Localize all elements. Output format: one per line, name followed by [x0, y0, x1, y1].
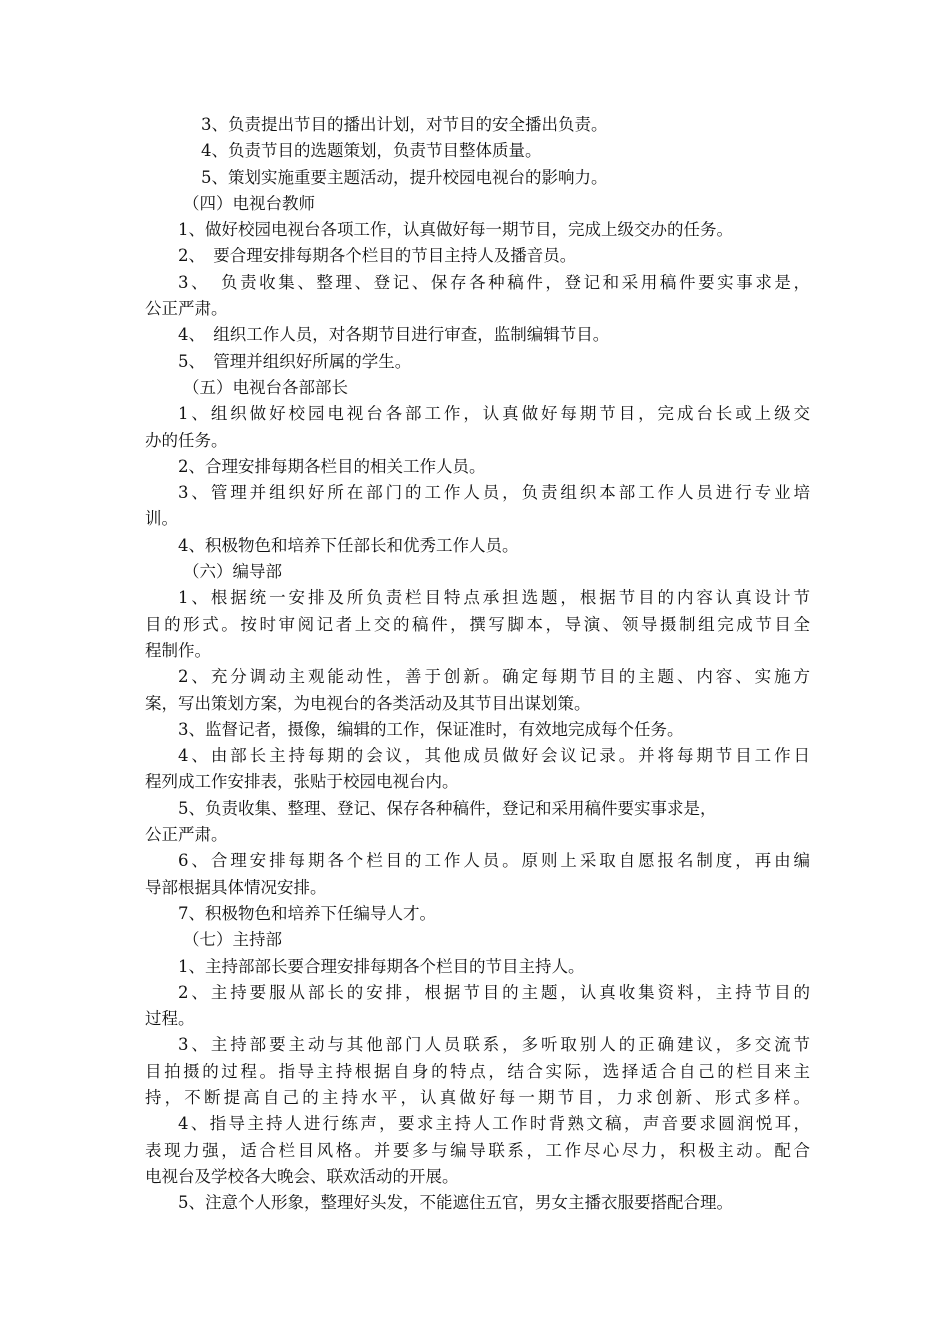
text-line: 2、合理安排每期各栏目的相关工作人员。 — [178, 456, 486, 476]
section-heading: （四）电视台教师 — [183, 193, 315, 213]
text-line: 4、积极物色和培养下任部长和优秀工作人员。 — [178, 535, 519, 555]
text-line: 3、管理并组织好所在部门的工作人员，负责组织本部工作人员进行专业培 — [178, 483, 810, 503]
text-line: 4、负责节目的选题策划，负责节目整体质量。 — [201, 141, 542, 161]
text-line: 案，写出策划方案，为电视台的各类活动及其节目出谋划策。 — [145, 693, 591, 713]
text-line: 1、做好校园电视台各项工作，认真做好每一期节目，完成上级交办的任务。 — [178, 220, 733, 240]
text-line: 电视台及学校各大晚会、联欢活动的开展。 — [145, 1166, 459, 1186]
text-line: 3、 负责收集、整理、登记、保存各种稿件，登记和采用稿件要实事求是， — [178, 272, 810, 292]
text-line: 6、合理安排每期各个栏目的工作人员。原则上采取自愿报名制度，再由编 — [178, 851, 810, 871]
text-line: 过程。 — [145, 1009, 195, 1029]
text-line: 2、主持要服从部长的安排，根据节目的主题，认真收集资料，主持节目的 — [178, 982, 810, 1002]
text-line: 1、组织做好校园电视台各部工作，认真做好每期节目，完成台长或上级交 — [178, 404, 810, 424]
text-line: 5、负责收集、整理、登记、保存各种稿件，登记和采用稿件要实事求是， — [178, 798, 717, 818]
text-line: 目拍摄的过程。指导主持根据自身的特点，结合实际，选择适合自己的栏目来主 — [145, 1061, 810, 1081]
text-line: 1、主持部部长要合理安排每期各个栏目的节目主持人。 — [178, 956, 585, 976]
text-line: 2、充分调动主观能动性，善于创新。确定每期节目的主题、内容、实施方 — [178, 667, 810, 687]
text-line: 5、 管理并组织好所属的学生。 — [178, 351, 412, 371]
text-line: 4、指导主持人进行练声，要求主持人工作时背熟文稿，声音要求圆润悦耳， — [178, 1114, 810, 1134]
text-line: 持，不断提高自己的主持水平，认真做好每一期节目，力求创新、形式多样。 — [145, 1087, 810, 1107]
text-line: 4、 组织工作人员，对各期节目进行审查，监制编辑节目。 — [178, 325, 610, 345]
text-line: 导部根据具体情况安排。 — [145, 877, 327, 897]
text-line: 7、积极物色和培养下任编导人才。 — [178, 903, 436, 923]
text-line: 训。 — [145, 509, 178, 529]
text-line: 1、根据统一安排及所负责栏目特点承担选题，根据节目的内容认真设计节 — [178, 588, 810, 608]
text-line: 4、由部长主持每期的会议，其他成员做好会议记录。并将每期节目工作日 — [178, 746, 810, 766]
text-line: 3、监督记者，摄像，编辑的工作，保证准时，有效地完成每个任务。 — [178, 719, 684, 739]
section-heading: （六）编导部 — [183, 562, 282, 582]
text-line: 公正严肃。 — [145, 825, 228, 845]
text-line: 表现力强，适合栏目风格。并要多与编导联系，工作尽心尽力，积极主动。配合 — [145, 1140, 810, 1160]
text-line: 程列成工作安排表，张贴于校园电视台内。 — [145, 772, 459, 792]
text-line: 3、主持部要主动与其他部门人员联系，多听取别人的正确建议，多交流节 — [178, 1035, 810, 1055]
text-line: 办的任务。 — [145, 430, 228, 450]
text-line: 目的形式。按时审阅记者上交的稿件，撰写脚本，导演、领导摄制组完成节目全 — [145, 614, 810, 634]
text-line: 3、负责提出节目的播出计划，对节目的安全播出负责。 — [201, 115, 608, 134]
text-line: 程制作。 — [145, 640, 211, 660]
text-line: 5、策划实施重要主题活动，提升校园电视台的影响力。 — [201, 167, 608, 187]
text-line: 2、 要合理安排每期各个栏目的节目主持人及播音员。 — [178, 246, 577, 266]
section-heading: （五）电视台各部部长 — [183, 377, 348, 397]
text-line: 5、注意个人形象，整理好头发，不能遮住五官，男女主播衣服要搭配合理。 — [178, 1193, 733, 1213]
section-heading: （七）主持部 — [183, 930, 282, 950]
document-page — [145, 112, 810, 1216]
text-line: 公正严肃。 — [145, 299, 228, 319]
